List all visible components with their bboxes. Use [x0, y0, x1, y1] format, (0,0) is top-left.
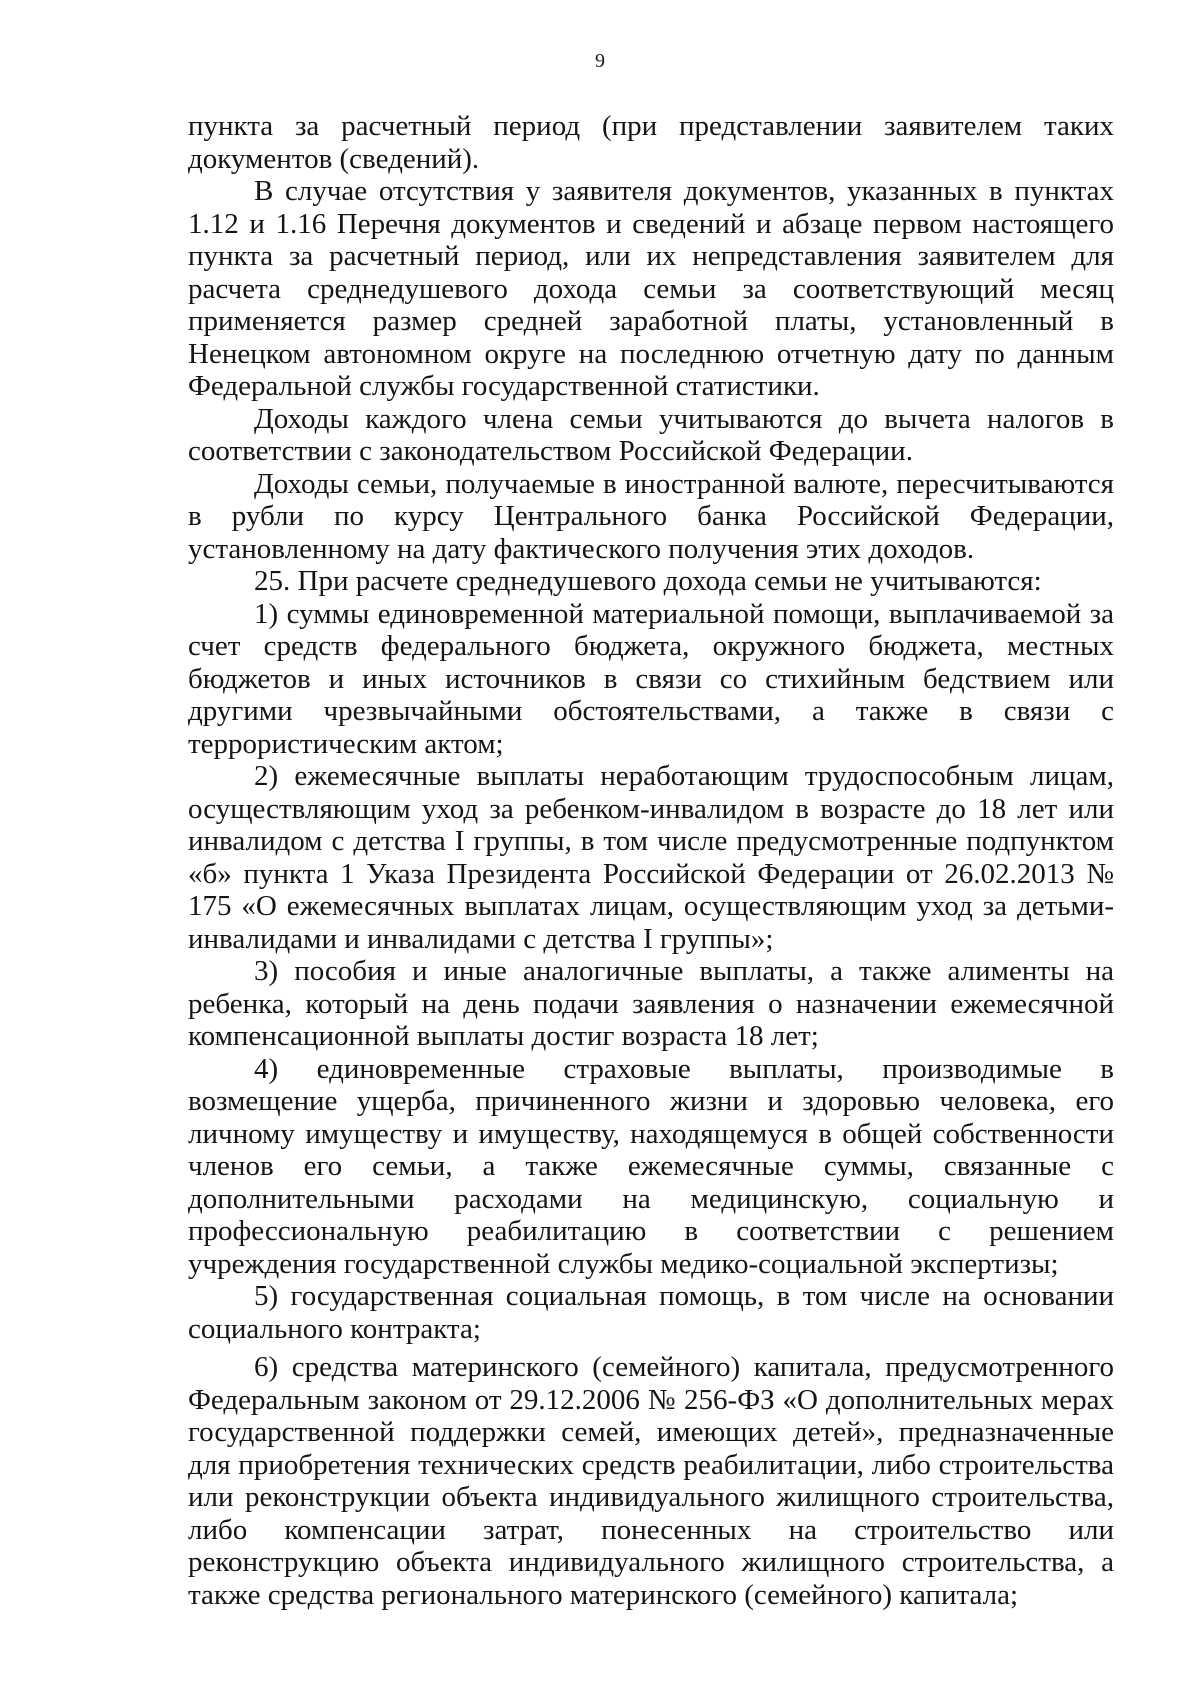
paragraph-income-before-taxes: Доходы каждого члена семьи учитываются до вычета налогов в соответствии с законодательством Российской Федерации.: [188, 402, 1114, 467]
list-item-4: 4) единовременные страховые выплаты, производимые в возмещение ущерба, причиненного жизни и здоровью человека, его личному имуществу и имуществу, находящемуся в общей собственности членов его семьи, а также ежемесячные суммы, связанные с дополнительными расходами на медицинскую, социальную и профессиональную реабилитацию в соответствии с решением учреждения государственной службы медико-социальной экспертизы;: [188, 1052, 1114, 1280]
list-item-5: 5) государственная социальная помощь, в том числе на основании социального контракта;: [188, 1280, 1114, 1345]
list-item-1: 1) суммы единовременной материальной помощи, выплачиваемой за счет средств федерального бюджета, окружного бюджета, местных бюджетов и иных источников в связи со стихийным бедствием или другими чрезвычайными обстоятельствами, а также в связи с террористическим актом;: [188, 597, 1114, 760]
list-item-6: 6) средства материнского (семейного) капитала, предусмотренного Федеральным законом от 29.12.2006 № 256-ФЗ «О дополнительных мерах государственной поддержки семей, имеющих детей», предназначенные для приобретения технических средств реабилитации, либо строительства или реконструкции объекта индивидуального жилищного строительства, либо компенсации затрат, понесенных на строительство или реконструкцию объекта индивидуального жилищного строительства, а также средства регионального материнского (семейного) капитала;: [188, 1351, 1114, 1611]
clause-25-heading: 25. При расчете среднедушевого дохода семьи не учитываются:: [254, 565, 1042, 597]
list-item-3: 3) пособия и иные аналогичные выплаты, а также алименты на ребенка, который на день подачи заявления о назначении ежемесячной компенсационной выплаты достиг возраста 18 лет;: [188, 955, 1114, 1052]
list-item-2: 2) ежемесячные выплаты неработающим трудоспособным лицам, осуществляющим уход за ребенком-инвалидом в возрасте до 18 лет или инвалидом с детства I группы, в том числе предусмотренные подпунктом «б» пункта 1 Указа Президента Российской Федерации от 26.02.2013 № 175 «О ежемесячных выплатах лицам, осуществляющим уход за детьми-инвалидами и инвалидами с детства I группы»;: [188, 760, 1114, 955]
document-body: [188, 110, 1114, 1611]
paragraph-continuation: пункта за расчетный период (при представлении заявителем таких документов (сведений).: [188, 110, 1114, 175]
page-number: 9: [595, 50, 605, 72]
paragraph-absence-of-documents: В случае отсутствия у заявителя документов, указанных в пунктах 1.12 и 1.16 Перечня документов и сведений и абзаце первом настоящего пункта за расчетный период, или их непредставления заявителем для расчета среднедушевого дохода семьи за соответствующий месяц применяется размер средней заработной платы, установленный в Ненецком автономном округе на последнюю отчетную дату по данным Федеральной службы государственной статистики.: [188, 175, 1114, 402]
paragraph-foreign-currency: Доходы семьи, получаемые в иностранной валюте, пересчитываются в рубли по курсу Центрального банка Российской Федерации, установленному на дату фактического получения этих доходов.: [188, 467, 1114, 565]
